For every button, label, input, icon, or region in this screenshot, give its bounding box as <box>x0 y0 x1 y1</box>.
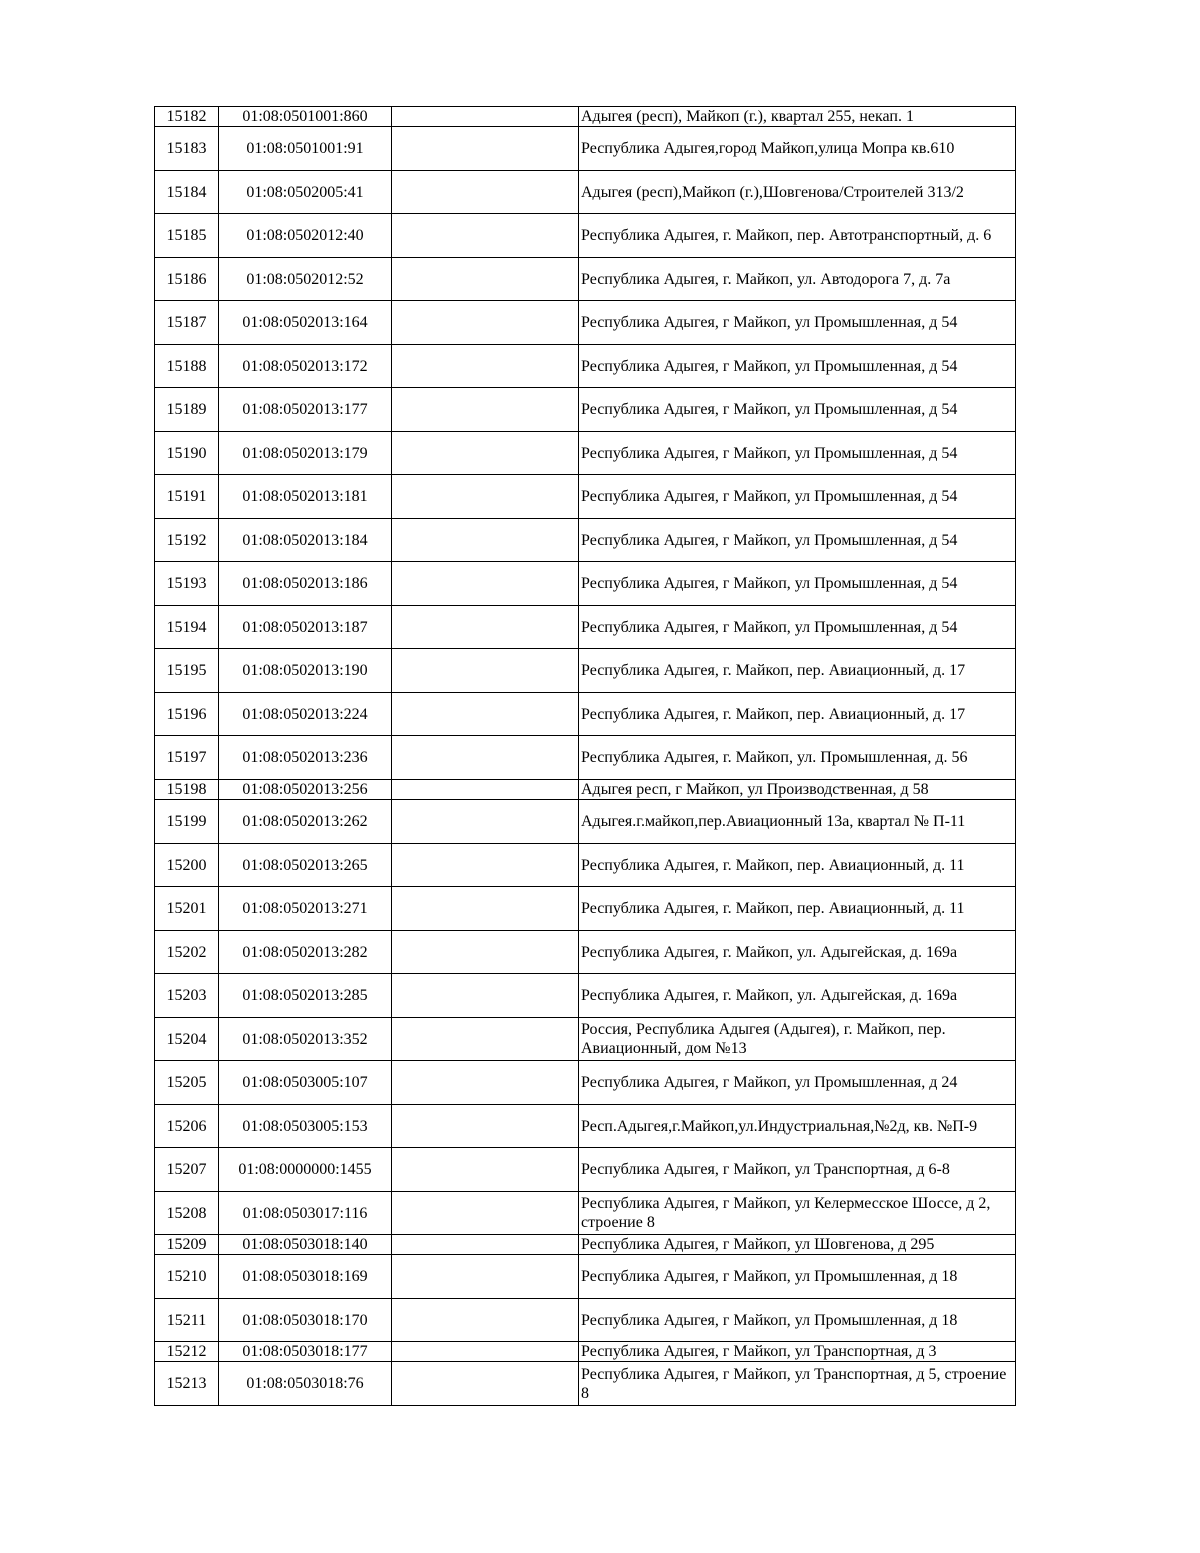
table-row <box>155 974 1016 1018</box>
cadastral-number-cell: 01:08:0503017:116 <box>219 1192 392 1235</box>
table-row <box>155 1299 1016 1342</box>
table-row <box>155 475 1016 519</box>
table-row <box>155 301 1016 345</box>
address-cell: Республика Адыгея, г. Майкоп, ул. Автодорога 7, д. 7а <box>579 258 1016 301</box>
address-cell: Республика Адыгея, г Майкоп, ул Промышленная, д 24 <box>579 1061 1016 1105</box>
row-number-cell: 15184 <box>155 171 219 214</box>
address-cell: Республика Адыгея, г Майкоп, ул Промышленная, д 54 <box>579 388 1016 432</box>
cadastral-number-cell: 01:08:0502013:236 <box>219 736 392 780</box>
table-row <box>155 1255 1016 1299</box>
cadastral-number-cell: 01:08:0503018:177 <box>219 1342 392 1362</box>
row-number-cell: 15188 <box>155 345 219 388</box>
address-cell: Республика Адыгея, г Майкоп, ул Промышленная, д 54 <box>579 345 1016 388</box>
row-number-cell: 15182 <box>155 107 219 127</box>
address-cell: Республика Адыгея, г. Майкоп, пер. Автотранспортный, д. 6 <box>579 214 1016 258</box>
row-number-cell: 15190 <box>155 432 219 475</box>
cadastral-number-cell: 01:08:0501001:91 <box>219 127 392 171</box>
table-row <box>155 649 1016 693</box>
address-cell: Адыгея (респ), Майкоп (г.), квартал 255, некап. 1 <box>579 107 1016 127</box>
row-number-cell: 15195 <box>155 649 219 693</box>
row-number-cell: 15183 <box>155 127 219 171</box>
cadastral-number-cell: 01:08:0503005:107 <box>219 1061 392 1105</box>
cadastral-number-cell: 01:08:0502013:164 <box>219 301 392 345</box>
table-row <box>155 127 1016 171</box>
empty-cell-cell <box>392 1148 579 1192</box>
row-number-cell: 15196 <box>155 693 219 736</box>
table-row <box>155 388 1016 432</box>
table-row <box>155 562 1016 606</box>
address-cell: Республика Адыгея, г. Майкоп, ул. Адыгейская, д. 169а <box>579 974 1016 1018</box>
cadastral-number-cell: 01:08:0502013:262 <box>219 800 392 844</box>
table-row <box>155 1105 1016 1148</box>
cadastral-number-cell: 01:08:0502013:256 <box>219 780 392 800</box>
address-cell: Республика Адыгея,город Майкоп,улица Мопра кв.610 <box>579 127 1016 171</box>
address-cell: Республика Адыгея, г Майкоп, ул Промышленная, д 54 <box>579 301 1016 345</box>
cadastral-number-cell: 01:08:0501001:860 <box>219 107 392 127</box>
cadastral-number-cell: 01:08:0000000:1455 <box>219 1148 392 1192</box>
address-cell: Республика Адыгея, г Майкоп, ул Промышленная, д 18 <box>579 1255 1016 1299</box>
table-row <box>155 780 1016 800</box>
address-cell: Республика Адыгея, г Майкоп, ул Промышленная, д 54 <box>579 519 1016 562</box>
empty-cell-cell <box>392 432 579 475</box>
table-row <box>155 887 1016 931</box>
address-cell: Республика Адыгея, г Майкоп, ул Келермесское Шоссе, д 2, строение 8 <box>579 1192 1016 1235</box>
table-row <box>155 519 1016 562</box>
row-number-cell: 15198 <box>155 780 219 800</box>
address-cell: Республика Адыгея, г Майкоп, ул Промышленная, д 18 <box>579 1299 1016 1342</box>
cadastral-number-cell: 01:08:0502013:186 <box>219 562 392 606</box>
row-number-cell: 15213 <box>155 1362 219 1406</box>
row-number-cell: 15185 <box>155 214 219 258</box>
empty-cell-cell <box>392 171 579 214</box>
row-number-cell: 15211 <box>155 1299 219 1342</box>
empty-cell-cell <box>392 1342 579 1362</box>
empty-cell-cell <box>392 519 579 562</box>
table-row <box>155 1235 1016 1255</box>
empty-cell-cell <box>392 1255 579 1299</box>
address-cell: Республика Адыгея, г. Майкоп, ул. Адыгейская, д. 169а <box>579 931 1016 974</box>
table-row <box>155 606 1016 649</box>
row-number-cell: 15206 <box>155 1105 219 1148</box>
row-number-cell: 15204 <box>155 1018 219 1061</box>
row-number-cell: 15192 <box>155 519 219 562</box>
table-row <box>155 107 1016 127</box>
empty-cell-cell <box>392 693 579 736</box>
empty-cell-cell <box>392 844 579 887</box>
table-row <box>155 693 1016 736</box>
address-cell: Республика Адыгея, г. Майкоп, пер. Авиационный, д. 17 <box>579 693 1016 736</box>
address-cell: Адыгея респ, г Майкоп, ул Производственная, д 58 <box>579 780 1016 800</box>
empty-cell-cell <box>392 475 579 519</box>
cadastral-number-cell: 01:08:0502012:40 <box>219 214 392 258</box>
table-row <box>155 1192 1016 1235</box>
row-number-cell: 15199 <box>155 800 219 844</box>
cadastral-number-cell: 01:08:0502013:187 <box>219 606 392 649</box>
empty-cell-cell <box>392 1362 579 1406</box>
row-number-cell: 15200 <box>155 844 219 887</box>
row-number-cell: 15202 <box>155 931 219 974</box>
table-row <box>155 171 1016 214</box>
empty-cell-cell <box>392 214 579 258</box>
address-cell: Респ.Адыгея,г.Майкоп,ул.Индустриальная,№2д, кв. №П-9 <box>579 1105 1016 1148</box>
table-row <box>155 214 1016 258</box>
address-cell: Республика Адыгея, г Майкоп, ул Промышленная, д 54 <box>579 606 1016 649</box>
empty-cell-cell <box>392 780 579 800</box>
address-cell: Республика Адыгея, г Майкоп, ул Транспортная, д 3 <box>579 1342 1016 1362</box>
table-body <box>155 107 1016 1406</box>
cadastral-number-cell: 01:08:0503018:76 <box>219 1362 392 1406</box>
empty-cell-cell <box>392 127 579 171</box>
address-cell: Республика Адыгея, г. Майкоп, пер. Авиационный, д. 17 <box>579 649 1016 693</box>
table-row <box>155 931 1016 974</box>
empty-cell-cell <box>392 1299 579 1342</box>
cadastral-number-cell: 01:08:0502013:224 <box>219 693 392 736</box>
table-row <box>155 1148 1016 1192</box>
cadastral-number-cell: 01:08:0502013:282 <box>219 931 392 974</box>
table-row <box>155 345 1016 388</box>
row-number-cell: 15187 <box>155 301 219 345</box>
row-number-cell: 15208 <box>155 1192 219 1235</box>
address-cell: Россия, Республика Адыгея (Адыгея), г. Майкоп, пер. Авиационный, дом №13 <box>579 1018 1016 1061</box>
row-number-cell: 15194 <box>155 606 219 649</box>
empty-cell-cell <box>392 887 579 931</box>
cadastral-number-cell: 01:08:0502013:184 <box>219 519 392 562</box>
address-cell: Республика Адыгея, г. Майкоп, ул. Промышленная, д. 56 <box>579 736 1016 780</box>
cadastral-number-cell: 01:08:0502013:265 <box>219 844 392 887</box>
cadastral-number-cell: 01:08:0502013:181 <box>219 475 392 519</box>
empty-cell-cell <box>392 800 579 844</box>
table-row <box>155 1018 1016 1061</box>
address-cell: Республика Адыгея, г Майкоп, ул Промышленная, д 54 <box>579 475 1016 519</box>
empty-cell-cell <box>392 1061 579 1105</box>
cadastral-number-cell: 01:08:0502013:352 <box>219 1018 392 1061</box>
empty-cell-cell <box>392 931 579 974</box>
address-cell: Республика Адыгея, г Майкоп, ул Транспортная, д 5, строение 8 <box>579 1362 1016 1406</box>
table-row <box>155 800 1016 844</box>
address-cell: Республика Адыгея, г Майкоп, ул Промышленная, д 54 <box>579 432 1016 475</box>
row-number-cell: 15212 <box>155 1342 219 1362</box>
row-number-cell: 15193 <box>155 562 219 606</box>
cadastral-number-cell: 01:08:0502013:285 <box>219 974 392 1018</box>
empty-cell-cell <box>392 1105 579 1148</box>
row-number-cell: 15210 <box>155 1255 219 1299</box>
table-row <box>155 258 1016 301</box>
empty-cell-cell <box>392 1018 579 1061</box>
empty-cell-cell <box>392 649 579 693</box>
address-cell: Адыгея (респ),Майкоп (г.),Шовгенова/Строителей 313/2 <box>579 171 1016 214</box>
row-number-cell: 15189 <box>155 388 219 432</box>
table-row <box>155 1362 1016 1406</box>
cadastral-number-cell: 01:08:0503018:169 <box>219 1255 392 1299</box>
empty-cell-cell <box>392 301 579 345</box>
address-cell: Республика Адыгея, г Майкоп, ул Шовгенова, д 295 <box>579 1235 1016 1255</box>
empty-cell-cell <box>392 606 579 649</box>
empty-cell-cell <box>392 345 579 388</box>
table-row <box>155 736 1016 780</box>
address-cell: Республика Адыгея, г Майкоп, ул Промышленная, д 54 <box>579 562 1016 606</box>
cadastral-number-cell: 01:08:0503018:140 <box>219 1235 392 1255</box>
address-cell: Республика Адыгея, г Майкоп, ул Транспортная, д 6-8 <box>579 1148 1016 1192</box>
cadastral-number-cell: 01:08:0502013:190 <box>219 649 392 693</box>
empty-cell-cell <box>392 1192 579 1235</box>
table-row <box>155 844 1016 887</box>
row-number-cell: 15209 <box>155 1235 219 1255</box>
cadastral-number-cell: 01:08:0503018:170 <box>219 1299 392 1342</box>
cadastral-number-cell: 01:08:0502005:41 <box>219 171 392 214</box>
cadastral-number-cell: 01:08:0502013:172 <box>219 345 392 388</box>
empty-cell-cell <box>392 974 579 1018</box>
address-cell: Республика Адыгея, г. Майкоп, пер. Авиационный, д. 11 <box>579 844 1016 887</box>
property-registry-table <box>154 106 1016 1406</box>
row-number-cell: 15207 <box>155 1148 219 1192</box>
table-row <box>155 1342 1016 1362</box>
empty-cell-cell <box>392 562 579 606</box>
row-number-cell: 15201 <box>155 887 219 931</box>
row-number-cell: 15205 <box>155 1061 219 1105</box>
table-row <box>155 1061 1016 1105</box>
empty-cell-cell <box>392 258 579 301</box>
address-cell: Республика Адыгея, г. Майкоп, пер. Авиационный, д. 11 <box>579 887 1016 931</box>
row-number-cell: 15186 <box>155 258 219 301</box>
row-number-cell: 15197 <box>155 736 219 780</box>
table-row <box>155 432 1016 475</box>
cadastral-number-cell: 01:08:0502013:177 <box>219 388 392 432</box>
cadastral-number-cell: 01:08:0502012:52 <box>219 258 392 301</box>
empty-cell-cell <box>392 1235 579 1255</box>
cadastral-number-cell: 01:08:0502013:271 <box>219 887 392 931</box>
empty-cell-cell <box>392 107 579 127</box>
address-cell: Адыгея.г.майкоп,пер.Авиационный 13а, квартал № П-11 <box>579 800 1016 844</box>
row-number-cell: 15203 <box>155 974 219 1018</box>
cadastral-number-cell: 01:08:0502013:179 <box>219 432 392 475</box>
cadastral-number-cell: 01:08:0503005:153 <box>219 1105 392 1148</box>
empty-cell-cell <box>392 736 579 780</box>
row-number-cell: 15191 <box>155 475 219 519</box>
empty-cell-cell <box>392 388 579 432</box>
